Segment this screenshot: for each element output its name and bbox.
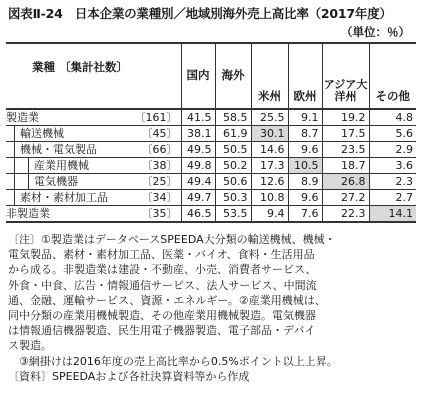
indent-rule <box>14 174 15 189</box>
row-category <box>6 158 181 174</box>
sales-ratio-table <box>6 42 416 223</box>
cell-asia: 27.2 <box>322 190 369 206</box>
table-row <box>6 174 416 190</box>
note-line: 電気製品、素材・素材加工品、医薬・バイオ、食料・生活用品 <box>8 248 315 262</box>
row-category <box>6 206 181 223</box>
cell-domestic: 46.5 <box>181 206 215 223</box>
figure-title: 図表Ⅱ-24 日本企業の業種別／地域別海外売上高比率（2017年度） <box>8 6 392 21</box>
row-label: 機械・電気製品 <box>20 143 97 156</box>
indent-rule <box>14 190 15 205</box>
cell-other: 5.6 <box>369 126 416 142</box>
row-label: 非製造業 <box>6 207 50 220</box>
cell-other: 2.7 <box>369 190 416 206</box>
header-overseas: 海外 <box>215 43 251 109</box>
cell-other: 2.9 <box>369 142 416 158</box>
indent-rule <box>28 158 29 173</box>
table-row <box>6 126 416 142</box>
table-row <box>6 190 416 206</box>
cell-us: 30.1 <box>251 126 288 142</box>
cell-domestic: 38.1 <box>181 126 215 142</box>
cell-other: 3.6 <box>369 158 416 174</box>
cell-domestic: 49.4 <box>181 174 215 190</box>
header-other: その他 <box>369 43 416 109</box>
cell-domestic: 49.8 <box>181 158 215 174</box>
row-category <box>6 190 181 206</box>
cell-other: 14.1 <box>369 206 416 223</box>
cell-overseas: 50.6 <box>215 174 251 190</box>
cell-asia: 23.5 <box>322 142 369 158</box>
cell-asia: 18.7 <box>322 158 369 174</box>
row-count: 〔45〕 <box>141 127 178 140</box>
row-count: 〔66〕 <box>141 143 178 156</box>
row-category <box>6 126 181 142</box>
cell-asia: 22.3 <box>322 206 369 223</box>
row-label: 素材・素材加工品 <box>20 191 108 204</box>
cell-us: 10.8 <box>251 190 288 206</box>
cell-eu: 9.1 <box>288 109 322 126</box>
indent-rule <box>14 142 15 157</box>
cell-eu: 8.7 <box>288 126 322 142</box>
cell-eu: 7.6 <box>288 206 322 223</box>
cell-overseas: 50.5 <box>215 142 251 158</box>
header-domestic: 国内 <box>181 43 215 109</box>
cell-us: 25.5 <box>251 109 288 126</box>
table-row <box>6 109 416 126</box>
cell-asia: 17.5 <box>322 126 369 142</box>
indent-rule <box>28 174 29 189</box>
header-category <box>6 43 181 109</box>
note-line: は情報通信機器製造、民生用電子機器製造、電子部品・デバイ <box>8 324 316 338</box>
row-count: 〔35〕 <box>141 207 178 220</box>
cell-asia: 26.8 <box>322 174 369 190</box>
cell-overseas: 50.2 <box>215 158 251 174</box>
row-count: 〔25〕 <box>141 175 178 188</box>
row-count: 〔38〕 <box>141 159 178 172</box>
header-category-label: 業種 〔集計社数〕 <box>32 60 129 74</box>
cell-other: 2.3 <box>369 174 416 190</box>
note-line: 通、金融、運輸サービス、資源・エネルギー。②産業用機械は、 <box>8 293 326 307</box>
row-category <box>6 109 181 126</box>
cell-eu: 8.9 <box>288 174 322 190</box>
note-line: 外食・中食、広告・情報通信サービス、法人サービス、中間流 <box>8 278 317 292</box>
table-row <box>6 158 416 174</box>
cell-us: 12.6 <box>251 174 288 190</box>
header-eu: 欧州 <box>288 43 322 109</box>
cell-overseas: 53.5 <box>215 206 251 223</box>
row-count: 〔161〕 <box>134 111 178 124</box>
table-row <box>6 206 416 223</box>
table-body <box>6 109 416 222</box>
header-asia: アジア大洋州 <box>322 43 369 109</box>
row-label: 輸送機械 <box>20 127 64 140</box>
note-line: から成る。非製造業は建設・不動産、小売、消費者サービス、 <box>8 263 317 277</box>
cell-eu: 10.5 <box>288 158 322 174</box>
cell-overseas: 50.3 <box>215 190 251 206</box>
cell-domestic: 49.7 <box>181 190 215 206</box>
cell-us: 9.4 <box>251 206 288 223</box>
table-row <box>6 142 416 158</box>
cell-overseas: 61.9 <box>215 126 251 142</box>
cell-asia: 19.2 <box>322 109 369 126</box>
note-line: ス製造。 <box>8 339 52 353</box>
cell-domestic: 49.5 <box>181 142 215 158</box>
indent-rule <box>14 158 15 173</box>
cell-overseas: 58.5 <box>215 109 251 126</box>
note-line: 〔注〕①製造業はデータベースSPEEDA大分類の輸送機械、機械・ <box>8 233 336 246</box>
cell-domestic: 41.5 <box>181 109 215 126</box>
cell-other: 4.8 <box>369 109 416 126</box>
row-label: 電気機器 <box>34 175 78 188</box>
note-line: 同中分類の産業用機械製造、その他産業用機械製造。電気機器 <box>8 309 316 323</box>
cell-eu: 9.6 <box>288 142 322 158</box>
cell-eu: 9.6 <box>288 190 322 206</box>
indent-rule <box>14 126 15 141</box>
cell-us: 14.6 <box>251 142 288 158</box>
note-line: ③網掛けは2016年度の売上高比率から0.5%ポイント以上上昇。 <box>8 354 338 368</box>
cell-us: 17.3 <box>251 158 288 174</box>
row-category <box>6 174 181 190</box>
header-us: 米州 <box>251 43 288 109</box>
unit-label: （単位：％） <box>341 25 410 39</box>
notes <box>8 232 418 384</box>
row-label: 産業用機械 <box>34 159 89 172</box>
row-count: 〔34〕 <box>141 191 178 204</box>
note-line: 〔資料〕SPEEDAおよび各社決算資料等から作成 <box>8 369 250 383</box>
row-category <box>6 142 181 158</box>
row-label: 製造業 <box>6 111 39 124</box>
